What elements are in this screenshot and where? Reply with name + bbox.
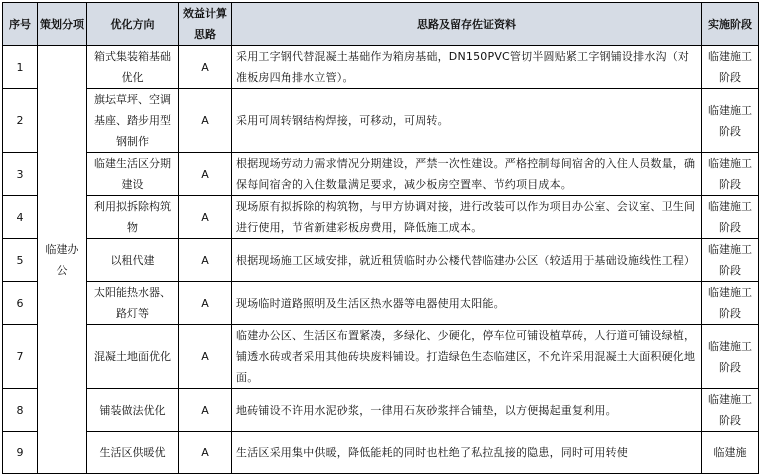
table-row — [3, 196, 759, 239]
table-row — [3, 325, 759, 389]
table-row — [3, 89, 759, 153]
row-number: 1 — [3, 46, 38, 89]
row-number: 5 — [3, 239, 38, 282]
benefit-cell: A — [179, 196, 232, 239]
benefit-cell: A — [179, 325, 232, 389]
header-benefit: 效益计算思路 — [179, 3, 232, 46]
table-row — [3, 46, 759, 89]
stage-cell: 临建施工阶段 — [702, 46, 759, 89]
direction-cell: 箱式集装箱基础优化 — [87, 46, 179, 89]
row-number: 8 — [3, 389, 38, 432]
description-cell: 根据现场施工区域安排，就近租赁临时办公楼代替临建办公区（较适用于基础设施线性工程） — [232, 239, 702, 282]
header-row — [3, 3, 759, 46]
direction-cell: 生活区供暖优 — [87, 432, 179, 474]
table-row — [3, 282, 759, 325]
stage-cell: 临建施工阶段 — [702, 325, 759, 389]
description-cell: 采用工字钢代替混凝土基础作为箱房基础，DN150PVC管切半圆贴紧工字钢铺设排水沟（对准板房四角排水立管）。 — [232, 46, 702, 89]
row-number: 2 — [3, 89, 38, 153]
benefit-cell: A — [179, 239, 232, 282]
row-number: 3 — [3, 153, 38, 196]
row-number: 4 — [3, 196, 38, 239]
direction-cell: 太阳能热水器、路灯等 — [87, 282, 179, 325]
description-cell: 现场临时道路照明及生活区热水器等电器使用太阳能。 — [232, 282, 702, 325]
benefit-cell: A — [179, 89, 232, 153]
benefit-cell: A — [179, 46, 232, 89]
stage-cell: 临建施工阶段 — [702, 153, 759, 196]
stage-cell: 临建施工阶段 — [702, 239, 759, 282]
category-cell: 临建办公 — [38, 46, 87, 474]
stage-cell: 临建施 — [702, 432, 759, 474]
stage-cell: 临建施工阶段 — [702, 389, 759, 432]
stage-cell: 临建施工阶段 — [702, 282, 759, 325]
header-num: 序号 — [3, 3, 38, 46]
row-number: 9 — [3, 432, 38, 474]
direction-cell: 临建生活区分期建设 — [87, 153, 179, 196]
description-cell: 采用可周转钢结构焊接，可移动，可周转。 — [232, 89, 702, 153]
direction-cell: 旗坛草坪、空调基座、踏步用型钢制作 — [87, 89, 179, 153]
direction-cell: 铺装做法优化 — [87, 389, 179, 432]
row-number: 6 — [3, 282, 38, 325]
benefit-cell: A — [179, 153, 232, 196]
table-row — [3, 239, 759, 282]
benefit-cell: A — [179, 389, 232, 432]
row-number: 7 — [3, 325, 38, 389]
direction-cell: 以租代建 — [87, 239, 179, 282]
table-row — [3, 432, 759, 474]
description-cell: 根据现场劳动力需求情况分期建设，严禁一次性建设。严格控制每间宿舍的入住人员数量，确保每间宿舍的入住数量满足要求，减少板房空置率、节约项目成本。 — [232, 153, 702, 196]
stage-cell: 临建施工阶段 — [702, 196, 759, 239]
direction-cell: 混凝土地面优化 — [87, 325, 179, 389]
benefit-cell: A — [179, 282, 232, 325]
header-stage: 实施阶段 — [702, 3, 759, 46]
stage-cell: 临建施工阶段 — [702, 89, 759, 153]
description-cell: 现场原有拟拆除的构筑物，与甲方协调对接，进行改装可以作为项目办公室、会议室、卫生间进行使用，节省新建彩板房费用，降低施工成本。 — [232, 196, 702, 239]
table-row — [3, 389, 759, 432]
description-cell: 生活区采用集中供暖，降低能耗的同时也杜绝了私拉乱接的隐患，同时可用转使 — [232, 432, 702, 474]
header-category: 策划分项 — [38, 3, 87, 46]
description-cell: 临建办公区、生活区布置紧凑，多绿化、少硬化，停车位可铺设植草砖，人行道可铺设绿植，铺透水砖或者采用其他砖块废料铺设。打造绿色生态临建区，不允许采用混凝土大面积硬化地面。 — [232, 325, 702, 389]
header-description: 思路及留存佐证资料 — [232, 3, 702, 46]
direction-cell: 利用拟拆除构筑物 — [87, 196, 179, 239]
benefit-cell: A — [179, 432, 232, 474]
optimization-table — [2, 2, 759, 474]
header-direction: 优化方向 — [87, 3, 179, 46]
description-cell: 地砖铺设不许用水泥砂浆，一律用石灰砂浆拌合铺垫，以方便揭起重复利用。 — [232, 389, 702, 432]
table-row — [3, 153, 759, 196]
